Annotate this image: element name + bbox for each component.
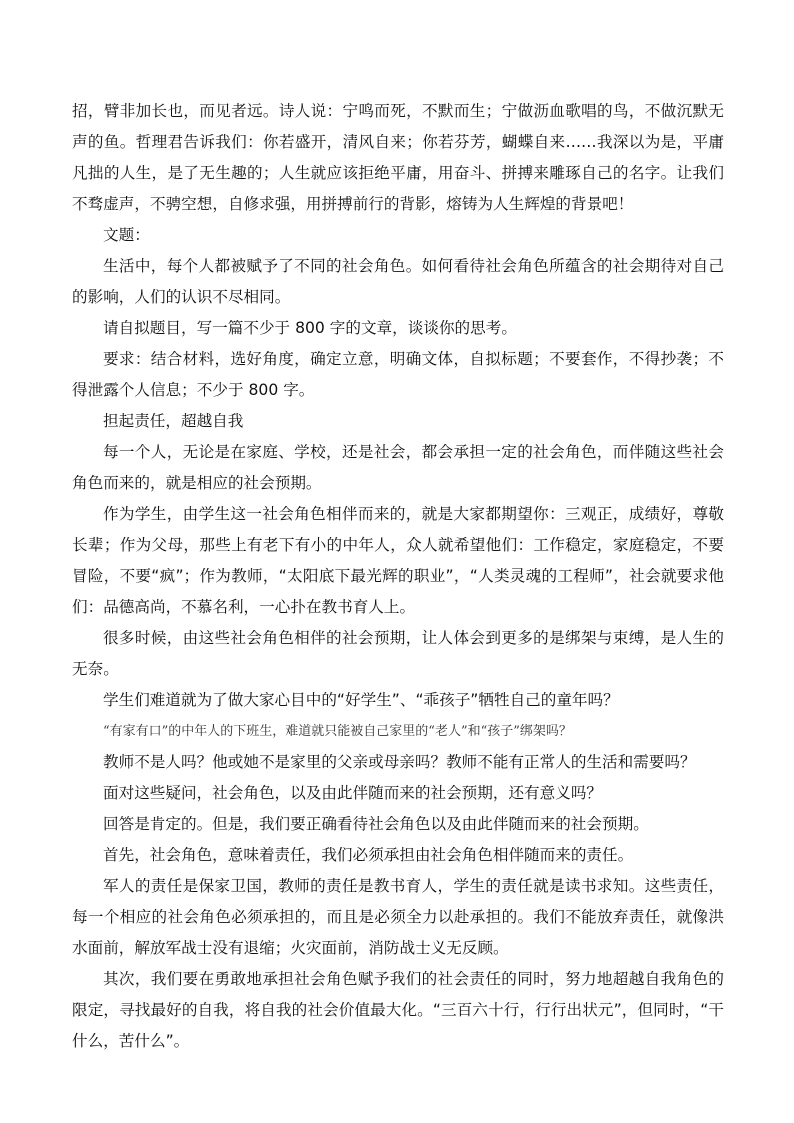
paragraph-prompt-task: 请自拟题目，写一篇不少于 800 字的文章，谈谈你的思考。 xyxy=(103,319,517,337)
paragraph-essay-conclusion: 招，臂非加长也，而见者远。诗人说：宁鸣而死，不默而生；宁做沥血歌唱的鸟，不做沉默无声的鱼。哲理君告诉我们：你若盛开，清风自来；你若芬芳，蝴蝶自来……我深以为是，平庸凡拙的人生，是了无生趣的；人生就应该拒绝平庸，用奋斗、拼搏来雕琢自己的名字。让我们不骛虚声，不骋空想，自修求强，用拼搏前行的背影，熔铸为人生辉煌的背景吧！ xyxy=(72,102,724,213)
paragraph-essay: 其次，我们要在勇敢地承担社会角色赋予我们的社会责任的同时，努力地超越自我角色的限定，寻找最好的自我，将自我的社会价值最大化。“三百六十行，行行出状元”，但同时，“干什么，苦什么”。 xyxy=(72,970,724,1050)
paragraph-essay: 作为学生，由学生这一社会角色相伴而来的，就是大家都期望你：三观正，成绩好，尊敬长辈；作为父母，那些上有老下有小的中年人，众人就希望他们：工作稳定，家庭稳定，不要冒险，不要“疯”；作为教师，“太阳底下最光辉的职业”，“人类灵魂的工程师”，社会就要求他们：品德高尚，不慕名利，一心扑在教书育人上。 xyxy=(72,505,724,616)
paragraph-prompt-heading: 文题： xyxy=(103,226,150,244)
paragraph-essay: 学生们难道就为了做大家心目中的“好学生”、“乖孩子”牺牲自己的童年吗？ xyxy=(103,691,619,709)
document-body xyxy=(72,96,724,1057)
paragraph-essay: 回答是肯定的。但是，我们要正确看待社会角色以及由此伴随而来的社会预期。 xyxy=(103,815,649,833)
paragraph-essay: 首先，社会角色，意味着责任，我们必须承担由社会角色相伴随而来的责任。 xyxy=(103,846,634,864)
paragraph-essay: 军人的责任是保家卫国，教师的责任是教书育人，学生的责任就是读书求知。这些责任，每一个相应的社会角色必须承担的，而且是必须全力以赴承担的。我们不能放弃责任，就像洪水面前，解放军战士没有退缩；火灾面前，消防战士义无反顾。 xyxy=(72,877,724,957)
paragraph-essay: 每一个人，无论是在家庭、学校，还是社会，都会承担一定的社会角色，而伴随这些社会角色而来的，就是相应的社会预期。 xyxy=(72,443,724,492)
paragraph-prompt-material: 生活中，每个人都被赋予了不同的社会角色。如何看待社会角色所蕴含的社会期待对自己的影响，人们的认识不尽相同。 xyxy=(72,257,724,306)
paragraph-essay: “有家有口”的中年人的下班生，难道就只能被自己家里的“老人”和“孩子”绑架吗？ xyxy=(103,724,572,739)
paragraph-essay: 很多时候，由这些社会角色相伴的社会预期，让人体会到更多的是绑架与束缚，是人生的无奈。 xyxy=(72,629,724,678)
essay-title: 担起责任，超越自我 xyxy=(103,412,244,430)
paragraph-essay: 面对这些疑问，社会角色，以及由此伴随而来的社会预期，还有意义吗？ xyxy=(103,784,603,802)
paragraph-prompt-requirements: 要求：结合材料，选好角度，确定立意，明确文体，自拟标题；不要套作，不得抄袭；不得泄露个人信息；不少于 800 字。 xyxy=(72,350,724,399)
paragraph-essay: 教师不是人吗？他或她不是家里的父亲或母亲吗？教师不能有正常人的生活和需要吗？ xyxy=(103,753,696,771)
